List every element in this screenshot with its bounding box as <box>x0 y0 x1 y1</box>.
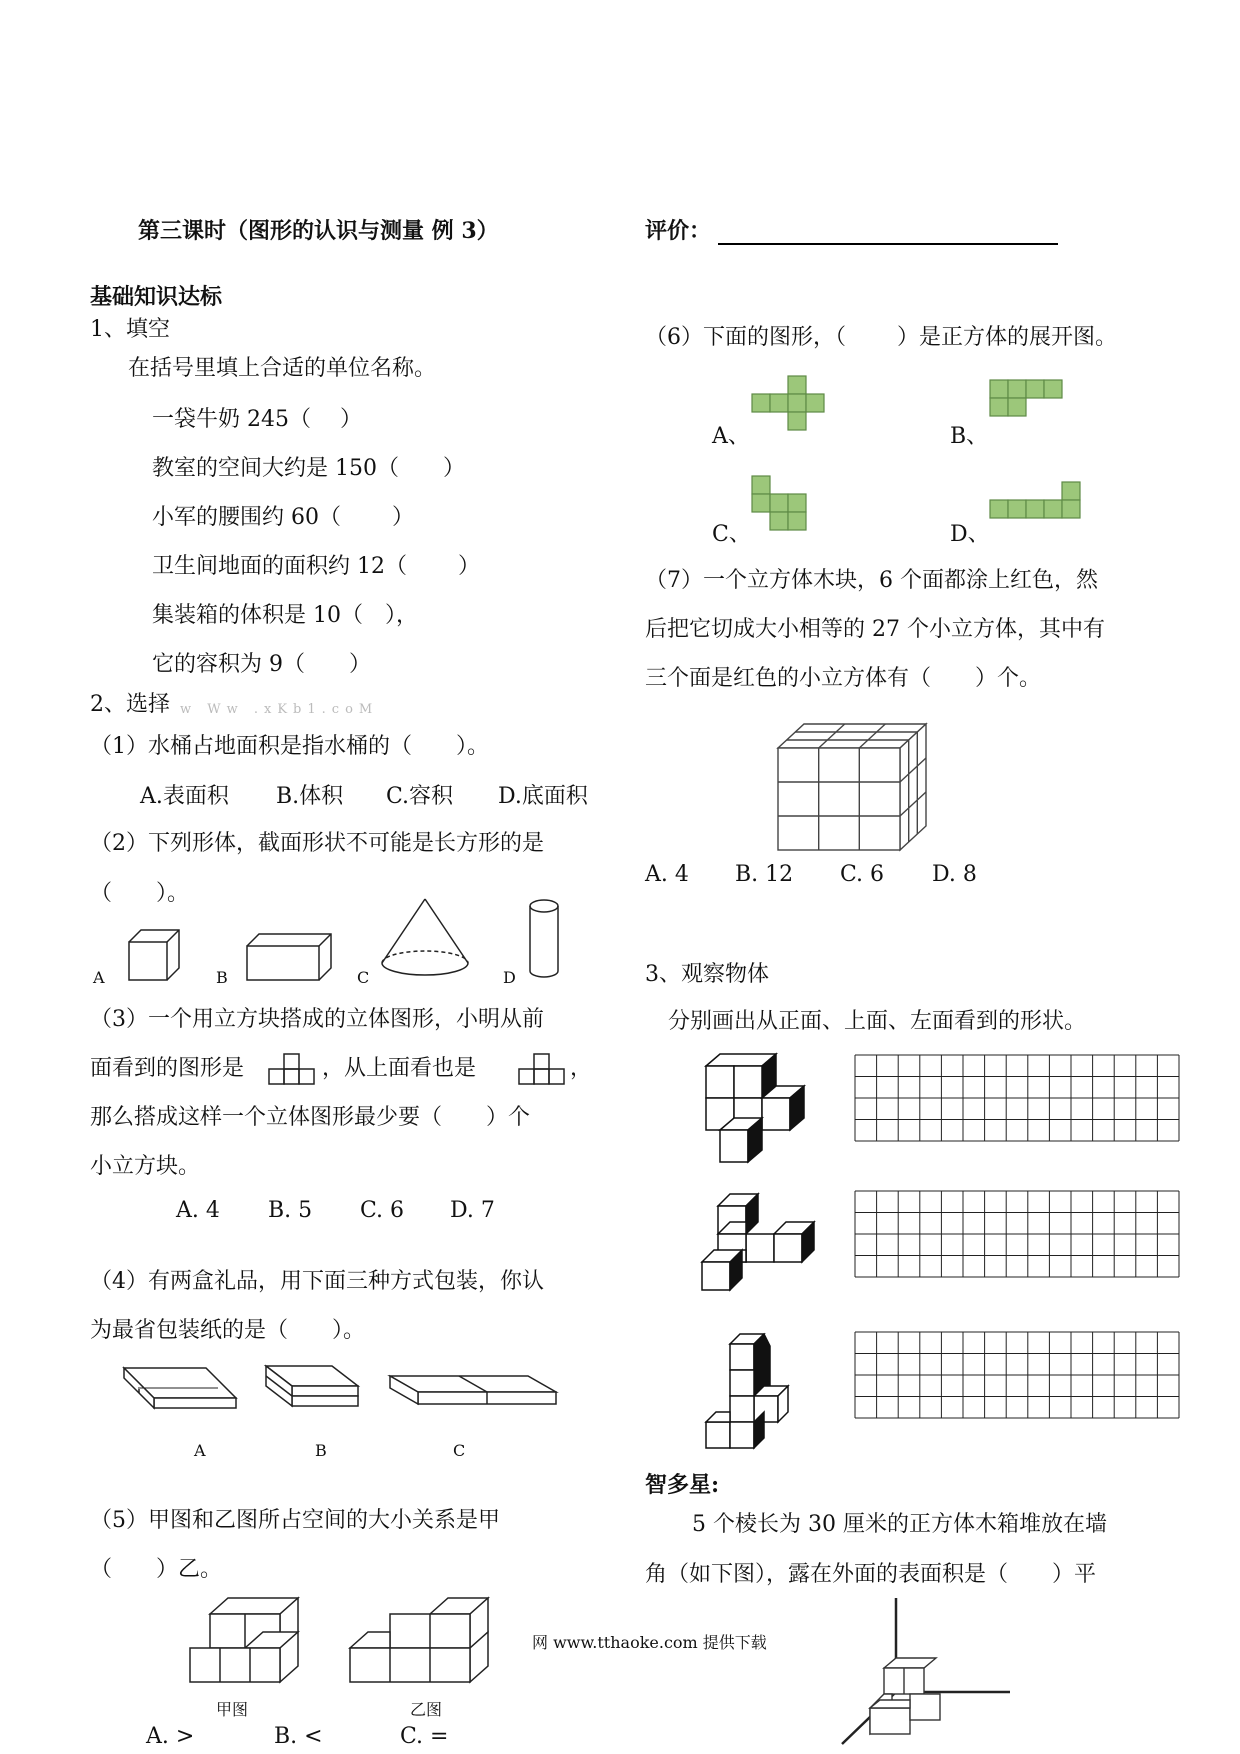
cone-shape <box>382 899 468 975</box>
q1-item: 卫生间地面的面积约 12（ ） <box>152 554 480 579</box>
drawing-grids[interactable] <box>855 1055 1215 1455</box>
q2-title: 2、选择 <box>90 692 170 717</box>
net-cell <box>1044 500 1062 518</box>
observe-solids-figure <box>700 1052 830 1442</box>
q2-2-question-line2: （ ）。 <box>90 881 190 906</box>
net-label-a: A、 <box>712 424 750 449</box>
q1-instruction: 在括号里填上合适的单位名称。 <box>128 356 437 381</box>
q2-1-option: D.底面积 <box>498 784 588 809</box>
net-cell <box>990 500 1008 518</box>
q2-5-option: C. = <box>400 1724 449 1749</box>
figure-jia <box>190 1598 298 1682</box>
front-view-icon <box>268 1052 316 1086</box>
q3-instruction: 分别画出从正面、上面、左面看到的形状。 <box>668 1009 1087 1034</box>
figure-label-jia: 甲图 <box>216 1700 249 1719</box>
q2-3-question-line4: 小立方块。 <box>90 1154 201 1179</box>
q2-7-question-line2: 后把它切成大小相等的 27 个小立方体，其中有 <box>645 617 1105 642</box>
shape-label-b: B <box>216 968 228 987</box>
cuboid-shape <box>247 934 331 980</box>
bonus-question-line2: 角（如下图），露在外面的表面积是（ ）平 <box>645 1562 1097 1587</box>
net-cell <box>770 512 788 530</box>
package-b <box>266 1366 358 1406</box>
q2-3-option: D. 7 <box>450 1198 495 1223</box>
net-cell <box>990 398 1008 416</box>
solid-2 <box>702 1194 814 1290</box>
q1-title: 1、填空 <box>90 317 170 342</box>
q2-5-option: A. > <box>146 1724 195 1749</box>
bonus-question-line1: 5 个棱长为 30 厘米的正方体木箱堆放在墙 <box>692 1512 1107 1537</box>
cube-nets-figure <box>700 368 1120 538</box>
q2-3-option: A. 4 <box>176 1198 220 1223</box>
q2-3-question-line3: 那么搭成这样一个立体图形最少要（ ）个 <box>90 1105 531 1130</box>
evaluation-label: 评价： <box>645 218 712 244</box>
bonus-title: 智多星: <box>645 1472 720 1498</box>
shape-label-c: C <box>357 968 370 987</box>
q1-item: 它的容积为 9（ ） <box>152 652 371 677</box>
q1-item: 集装箱的体积是 10（ ）， <box>152 603 418 628</box>
q2-4-question-line1: （4）有两盒礼品，用下面三种方式包装，你认 <box>90 1269 544 1294</box>
q2-7-option: B. 12 <box>735 862 794 887</box>
cube-shape <box>129 930 179 980</box>
q2-1-question: （1）水桶占地面积是指水桶的（ ）。 <box>90 734 489 759</box>
q2-5-question-line2: （ ）乙。 <box>90 1557 223 1582</box>
package-label-c: C <box>453 1441 466 1460</box>
net-cell <box>788 412 806 430</box>
q2-5-option: B. < <box>274 1724 323 1749</box>
cylinder-shape <box>530 900 558 977</box>
evaluation-blank-line[interactable] <box>718 243 1058 245</box>
q2-5-question-line1: （5）甲图和乙图所占空间的大小关系是甲 <box>90 1508 500 1533</box>
solid-shapes-figure <box>95 895 615 985</box>
q2-7-option: C. 6 <box>840 862 885 887</box>
net-label-d: D、 <box>950 522 990 547</box>
figure-yi <box>350 1598 488 1682</box>
net-cell <box>806 394 824 412</box>
q1-item: 小军的腰围约 60（ ） <box>152 505 414 530</box>
rubik-cube-figure <box>776 722 936 852</box>
net-cell <box>788 512 806 530</box>
shape-label-a: A <box>93 968 105 987</box>
q2-6-question: （6）下面的图形，（ ）是正方体的展开图。 <box>645 325 1117 350</box>
q2-2-question-line1: （2）下列形体，截面形状不可能是长方形的是 <box>90 831 544 856</box>
top-view-icon <box>518 1052 566 1086</box>
watermark-text: w Ww .xKb1.coM <box>180 702 379 717</box>
net-cell <box>1062 482 1080 500</box>
q2-7-option: D. 8 <box>932 862 977 887</box>
package-c <box>390 1376 556 1404</box>
net-cell <box>788 376 806 394</box>
net-cell <box>788 394 806 412</box>
q2-1-option: A.表面积 <box>140 784 229 809</box>
q2-4-question-line2: 为最省包装纸的是（ ）。 <box>90 1318 366 1343</box>
q2-3-question-line2b: ，从上面看也是 <box>322 1056 477 1081</box>
net-cell <box>1026 380 1044 398</box>
q2-7-option: A. 4 <box>645 862 689 887</box>
q1-item: 一袋牛奶 245（ ） <box>152 407 362 432</box>
net-cell <box>752 394 770 412</box>
net-cell <box>752 476 770 494</box>
package-label-a: A <box>194 1441 206 1460</box>
wall-corner-boxes-figure <box>840 1596 1020 1746</box>
cube-stack-comparison-figure <box>190 1592 510 1707</box>
net-cell <box>990 380 1008 398</box>
net-cell <box>788 494 806 512</box>
shape-label-d: D <box>503 968 516 987</box>
solid-3 <box>706 1334 788 1448</box>
solid-1 <box>706 1054 804 1162</box>
q2-3-question-line2a: 面看到的图形是 <box>90 1056 245 1081</box>
section-title: 基础知识达标 <box>90 284 223 310</box>
q2-3-option: C. 6 <box>360 1198 405 1223</box>
net-cell <box>1044 380 1062 398</box>
q2-1-option: B.体积 <box>276 784 344 809</box>
package-label-b: B <box>315 1441 327 1460</box>
net-cell <box>1008 500 1026 518</box>
gift-box-packaging-figure <box>118 1364 568 1424</box>
q2-3-option: B. 5 <box>268 1198 313 1223</box>
net-cell <box>1062 500 1080 518</box>
figure-label-yi: 乙图 <box>410 1700 443 1719</box>
net-cell <box>752 494 770 512</box>
footer-source: 网 www.tthaoke.com 提供下载 <box>532 1633 767 1652</box>
net-cell <box>1026 500 1044 518</box>
q1-item: 教室的空间大约是 150（ ） <box>152 456 465 481</box>
net-cell <box>1008 380 1026 398</box>
net-cell <box>770 394 788 412</box>
q2-1-option: C.容积 <box>386 784 454 809</box>
net-cell <box>1008 398 1026 416</box>
worksheet-title: 第三课时（图形的认识与测量 例 3） <box>138 218 499 244</box>
q2-3-question-line1: （3）一个用立方块搭成的立体图形，小明从前 <box>90 1007 544 1032</box>
q3-title: 3、观察物体 <box>645 962 769 987</box>
net-label-c: C、 <box>712 522 751 547</box>
package-a <box>124 1368 236 1408</box>
q2-7-question-line3: 三个面是红色的小立方体有（ ）个。 <box>645 666 1042 691</box>
net-cell <box>770 494 788 512</box>
q2-7-question-line1: （7）一个立方体木块，6 个面都涂上红色，然 <box>645 568 1098 593</box>
net-label-b: B、 <box>950 424 989 449</box>
q2-3-question-line2c: ， <box>570 1056 593 1081</box>
